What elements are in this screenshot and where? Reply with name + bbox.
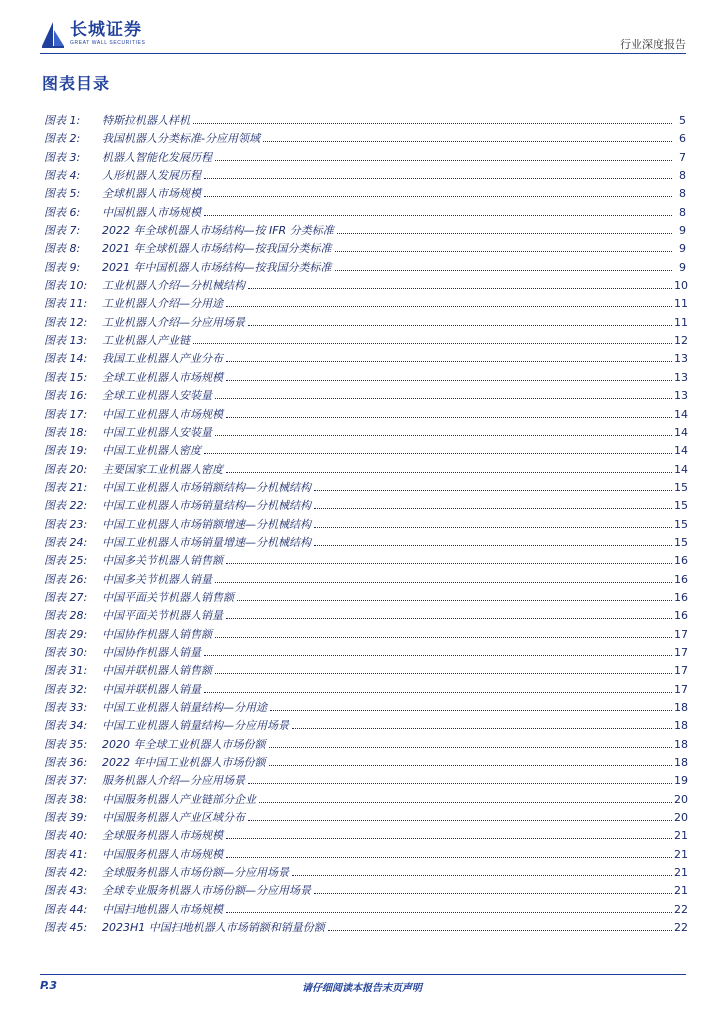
toc-entry-title: 中国工业机器人市场销量结构—分机械结构 bbox=[102, 499, 311, 513]
toc-entry-page: 17 bbox=[674, 627, 688, 641]
toc-entry-page: 11 bbox=[674, 297, 688, 311]
toc-entry-page: 19 bbox=[674, 774, 688, 788]
toc-entry-page: 14 bbox=[674, 425, 688, 439]
toc-entry-label: 图表 2: bbox=[44, 132, 81, 146]
toc-entry-title: 中国机器人市场规模 bbox=[102, 205, 201, 219]
toc-entry-label: 图表 29: bbox=[44, 627, 88, 641]
toc-entry-page: 17 bbox=[674, 664, 688, 678]
toc-entry-label: 图表 21: bbox=[44, 480, 88, 494]
toc-entry-page: 13 bbox=[674, 389, 688, 403]
toc-entry-title: 服务机器人介绍—分应用场景 bbox=[102, 774, 245, 788]
toc-entry[interactable] bbox=[44, 424, 686, 442]
toc-entry-label: 图表 8: bbox=[44, 242, 81, 256]
great-wall-logo-icon bbox=[40, 20, 66, 48]
toc-entry-page: 14 bbox=[674, 462, 688, 476]
toc-entry-title: 人形机器人发展历程 bbox=[102, 169, 201, 183]
toc-entry-title: 我国工业机器人产业分布 bbox=[102, 352, 223, 366]
toc-leader-dots bbox=[314, 508, 672, 509]
toc-entry-title: 2021 年全球机器人市场结构—按我国分类标准 bbox=[102, 242, 332, 256]
toc-entry-label: 图表 43: bbox=[44, 884, 88, 898]
toc-entry-title: 中国工业机器人市场销额增速—分机械结构 bbox=[102, 517, 311, 531]
toc-entry-page: 5 bbox=[679, 114, 686, 127]
toc-entry-title: 我国机器人分类标准-分应用领域 bbox=[102, 132, 260, 146]
toc-entry-page: 9 bbox=[679, 260, 686, 274]
toc-entry-title: 中国工业机器人市场规模 bbox=[102, 407, 223, 421]
toc-entry-page: 16 bbox=[674, 572, 688, 586]
toc-leader-dots bbox=[215, 637, 672, 638]
toc-leader-dots bbox=[314, 545, 672, 546]
toc-entry[interactable] bbox=[44, 864, 686, 882]
toc-leader-dots bbox=[215, 673, 672, 674]
toc-leader-dots bbox=[193, 343, 672, 344]
toc-entry-page: 8 bbox=[679, 187, 686, 201]
toc-entry-title: 中国扫地机器人市场规模 bbox=[102, 902, 223, 916]
toc-leader-dots bbox=[269, 747, 673, 748]
toc-entry-label: 图表 9: bbox=[44, 260, 81, 274]
toc-entry-page: 6 bbox=[679, 132, 686, 146]
toc-entry-title: 中国工业机器人销量结构—分用途 bbox=[102, 701, 267, 714]
toc-entry[interactable] bbox=[44, 901, 686, 919]
toc-entry-title: 中国工业机器人密度 bbox=[102, 444, 201, 458]
toc-entry-label: 图表 20: bbox=[44, 462, 88, 476]
toc-entry-label: 图表 33: bbox=[44, 701, 88, 714]
toc-entry-label: 图表 36: bbox=[44, 756, 88, 770]
toc-entry-label: 图表 28: bbox=[44, 609, 88, 623]
toc-entry-title: 工业机器人产业链 bbox=[102, 334, 190, 348]
toc-entry-title: 2020 年全球工业机器人市场份额 bbox=[102, 737, 266, 751]
toc-entry-title: 主要国家工业机器人密度 bbox=[102, 462, 223, 476]
toc-entry-label: 图表 34: bbox=[44, 719, 88, 733]
toc-entry-page: 14 bbox=[674, 407, 688, 421]
toc-leader-dots bbox=[193, 123, 672, 124]
toc-entry-page: 16 bbox=[674, 590, 688, 604]
toc-entry[interactable] bbox=[44, 461, 686, 479]
toc-entry-label: 图表 30: bbox=[44, 645, 88, 659]
toc-entry-label: 图表 5: bbox=[44, 187, 81, 201]
toc-entry-label: 图表 13: bbox=[44, 334, 88, 348]
toc-entry-page: 20 bbox=[674, 811, 688, 825]
toc-leader-dots bbox=[263, 141, 672, 142]
toc-entry[interactable] bbox=[44, 662, 686, 680]
toc-entry[interactable] bbox=[44, 846, 686, 864]
toc-entry[interactable] bbox=[44, 882, 686, 900]
toc-entry-page: 15 bbox=[674, 517, 688, 531]
toc-entry-title: 工业机器人介绍—分机械结构 bbox=[102, 279, 245, 293]
toc-entry-title: 全球服务机器人市场份额—分应用场景 bbox=[102, 866, 289, 880]
toc-entry-title: 中国并联机器人销量 bbox=[102, 682, 201, 696]
toc-entry[interactable] bbox=[44, 149, 686, 167]
toc-leader-dots bbox=[226, 306, 672, 307]
toc-entry-label: 图表 16: bbox=[44, 389, 88, 403]
toc-entry-label: 图表 39: bbox=[44, 811, 88, 825]
toc-entry-label: 图表 14: bbox=[44, 352, 88, 366]
toc-leader-dots bbox=[226, 857, 672, 858]
toc-entry-page: 22 bbox=[674, 902, 688, 916]
toc-leader-dots bbox=[204, 453, 672, 454]
toc-entry[interactable] bbox=[44, 589, 686, 607]
toc-entry[interactable] bbox=[44, 791, 686, 809]
toc-entry-page: 13 bbox=[674, 370, 688, 384]
toc-entry-title: 中国工业机器人市场销量增速—分机械结构 bbox=[102, 535, 311, 549]
toc-entry-page: 10 bbox=[674, 279, 688, 293]
toc-leader-dots bbox=[204, 655, 672, 656]
toc-entry-page: 18 bbox=[674, 756, 688, 770]
toc-entry[interactable] bbox=[44, 479, 686, 497]
toc-entry[interactable] bbox=[44, 571, 686, 589]
toc-entry-label: 图表 23: bbox=[44, 517, 88, 531]
toc-entry[interactable] bbox=[44, 772, 686, 790]
toc-entry-page: 18 bbox=[674, 719, 688, 733]
toc-entry-title: 中国工业机器人市场销额结构—分机械结构 bbox=[102, 480, 311, 494]
toc-entry-title: 中国服务机器人产业区域分布 bbox=[102, 811, 245, 825]
toc-entry-page: 11 bbox=[674, 315, 688, 329]
toc-entry-title: 2022 年中国工业机器人市场份额 bbox=[102, 756, 266, 770]
toc-entry[interactable] bbox=[44, 112, 686, 130]
toc-leader-dots bbox=[226, 838, 672, 839]
toc-entry-page: 12 bbox=[674, 334, 688, 348]
toc-leader-dots bbox=[226, 912, 672, 913]
toc-leader-dots bbox=[204, 178, 672, 179]
toc-entry[interactable] bbox=[44, 552, 686, 570]
toc-entry-label: 图表 32: bbox=[44, 682, 88, 696]
toc-entry[interactable] bbox=[44, 314, 686, 332]
toc-entry-page: 15 bbox=[674, 480, 688, 494]
toc-entry-page: 21 bbox=[674, 829, 688, 843]
toc-leader-dots bbox=[215, 160, 672, 161]
toc-entry-label: 图表 10: bbox=[44, 279, 88, 293]
toc-entry-title: 全球工业机器人安装量 bbox=[102, 389, 212, 403]
toc-entry[interactable] bbox=[44, 204, 686, 222]
toc-entry-title: 中国并联机器人销售额 bbox=[102, 664, 212, 678]
toc-entry-label: 图表 12: bbox=[44, 315, 88, 329]
toc-entry[interactable] bbox=[44, 406, 686, 424]
company-logo bbox=[40, 20, 145, 48]
toc-leader-dots bbox=[270, 710, 672, 711]
toc-entry[interactable] bbox=[44, 607, 686, 625]
toc-leader-dots bbox=[204, 196, 672, 197]
toc-leader-dots bbox=[226, 563, 672, 564]
toc-entry-title: 全球服务机器人市场规模 bbox=[102, 829, 223, 843]
toc-leader-dots bbox=[292, 728, 672, 729]
toc-entry-title: 中国工业机器人销量结构—分应用场景 bbox=[102, 719, 289, 733]
toc-leader-dots bbox=[328, 930, 672, 931]
toc-entry[interactable] bbox=[44, 350, 686, 368]
toc-leader-dots bbox=[314, 527, 672, 528]
toc-entry-page: 18 bbox=[674, 701, 688, 714]
toc-entry[interactable] bbox=[44, 185, 686, 203]
toc-entry[interactable] bbox=[44, 626, 686, 644]
toc-leader-dots bbox=[335, 251, 673, 252]
toc-leader-dots bbox=[226, 380, 672, 381]
toc-entry[interactable] bbox=[44, 827, 686, 845]
toc-entry-page: 8 bbox=[679, 205, 686, 219]
toc-entry[interactable] bbox=[44, 259, 686, 277]
toc-entry-page: 21 bbox=[674, 866, 688, 880]
toc-leader-dots bbox=[314, 490, 672, 491]
toc-entry-label: 图表 26: bbox=[44, 572, 88, 586]
toc-entry-label: 图表 40: bbox=[44, 829, 88, 843]
toc-entry-label: 图表 6: bbox=[44, 205, 81, 219]
toc-leader-dots bbox=[314, 893, 672, 894]
toc-entry-label: 图表 44: bbox=[44, 902, 88, 916]
toc-entry-label: 图表 31: bbox=[44, 664, 88, 678]
toc-entry-title: 中国平面关节机器人销量 bbox=[102, 609, 223, 623]
toc-leader-dots bbox=[248, 288, 672, 289]
toc-entry[interactable] bbox=[44, 369, 686, 387]
footer-divider bbox=[40, 974, 686, 975]
toc-entry-label: 图表 7: bbox=[44, 224, 81, 238]
toc-leader-dots bbox=[269, 765, 673, 766]
toc-entry-page: 15 bbox=[674, 499, 688, 513]
toc-entry[interactable] bbox=[44, 442, 686, 460]
toc-entry-title: 中国服务机器人市场规模 bbox=[102, 847, 223, 861]
toc-entry-page: 17 bbox=[674, 682, 688, 696]
toc-entry[interactable] bbox=[44, 222, 686, 240]
toc-entry-title: 中国多关节机器人销量 bbox=[102, 572, 212, 586]
toc-leader-dots bbox=[215, 398, 672, 399]
toc-entry[interactable] bbox=[44, 736, 686, 754]
toc-entry-title: 全球专业服务机器人市场份额—分应用场景 bbox=[102, 884, 311, 898]
toc-entry-page: 9 bbox=[679, 224, 686, 238]
toc-entry[interactable] bbox=[44, 240, 686, 258]
toc-entry-label: 图表 25: bbox=[44, 554, 88, 568]
toc-entry-label: 图表 11: bbox=[44, 297, 88, 311]
toc-leader-dots bbox=[337, 233, 672, 234]
toc-entry-page: 13 bbox=[674, 352, 688, 366]
report-type-label: 行业深度报告 bbox=[620, 38, 686, 51]
page-header bbox=[40, 20, 686, 54]
toc-entry[interactable] bbox=[44, 497, 686, 515]
toc-leader-dots bbox=[204, 692, 672, 693]
toc-leader-dots bbox=[237, 600, 672, 601]
toc-leader-dots bbox=[226, 472, 672, 473]
logo-chinese-name: 长城证券 bbox=[70, 20, 142, 40]
toc-entry-label: 图表 4: bbox=[44, 169, 81, 183]
toc-entry-title: 中国协作机器人销量 bbox=[102, 645, 201, 659]
toc-leader-dots bbox=[248, 325, 672, 326]
toc-entry-title: 中国协作机器人销售额 bbox=[102, 627, 212, 641]
toc-entry[interactable] bbox=[44, 332, 686, 350]
toc-entry-page: 15 bbox=[674, 535, 688, 549]
disclaimer-text: 请仔细阅读本报告末页声明 bbox=[302, 983, 422, 994]
toc-entry-title: 2021 年中国机器人市场结构—按我国分类标准 bbox=[102, 260, 332, 274]
toc-entry-page: 20 bbox=[674, 792, 688, 806]
toc-entry-label: 图表 45: bbox=[44, 921, 88, 935]
toc-leader-dots bbox=[259, 802, 672, 803]
toc-entry-page: 9 bbox=[679, 242, 686, 256]
toc-entry[interactable] bbox=[44, 516, 686, 534]
toc-entry-page: 16 bbox=[674, 554, 688, 568]
toc-entry-title: 特斯拉机器人样机 bbox=[102, 114, 190, 127]
header-divider bbox=[40, 53, 686, 54]
toc-entry-label: 图表 18: bbox=[44, 425, 88, 439]
toc-entry-title: 机器人智能化发展历程 bbox=[102, 150, 212, 164]
logo-english-name: GREAT WALL SECURITIES bbox=[70, 40, 146, 46]
toc-entry-label: 图表 37: bbox=[44, 774, 88, 788]
toc-entry-label: 图表 38: bbox=[44, 792, 88, 806]
toc-entry[interactable] bbox=[44, 387, 686, 405]
toc-entry[interactable] bbox=[44, 167, 686, 185]
toc-leader-dots bbox=[204, 215, 672, 216]
toc-leader-dots bbox=[226, 361, 672, 362]
toc-entry-label: 图表 22: bbox=[44, 499, 88, 513]
toc-entry-page: 8 bbox=[679, 169, 686, 183]
toc-leader-dots bbox=[226, 417, 672, 418]
toc-entry-title: 2023H1 中国扫地机器人市场销额和销量份额 bbox=[102, 921, 325, 935]
toc-entry-title: 中国服务机器人产业链部分企业 bbox=[102, 792, 256, 806]
toc-entry-title: 中国多关节机器人销售额 bbox=[102, 554, 223, 568]
toc-entry-label: 图表 27: bbox=[44, 590, 88, 604]
toc-entry-title: 全球机器人市场规模 bbox=[102, 187, 201, 201]
toc-leader-dots bbox=[226, 618, 672, 619]
toc-entry-page: 16 bbox=[674, 609, 688, 623]
toc-entry[interactable] bbox=[44, 681, 686, 699]
toc-entry[interactable] bbox=[44, 699, 686, 717]
toc-entry-page: 21 bbox=[674, 884, 688, 898]
toc-entry-label: 图表 24: bbox=[44, 535, 88, 549]
toc-leader-dots bbox=[215, 435, 672, 436]
toc-entry-label: 图表 15: bbox=[44, 370, 88, 384]
page-title: 图表目录 bbox=[42, 74, 111, 93]
toc-entry-title: 工业机器人介绍—分应用场景 bbox=[102, 315, 245, 329]
toc-entry-label: 图表 42: bbox=[44, 866, 88, 880]
toc-entry[interactable] bbox=[44, 295, 686, 313]
toc-entry[interactable] bbox=[44, 644, 686, 662]
toc-entry-title: 工业机器人介绍—分用途 bbox=[102, 297, 223, 311]
toc-entry-page: 22 bbox=[674, 921, 688, 935]
toc-leader-dots bbox=[215, 582, 672, 583]
toc-entry[interactable] bbox=[44, 130, 686, 148]
toc-leader-dots bbox=[335, 270, 673, 271]
toc-leader-dots bbox=[292, 875, 672, 876]
toc-entry[interactable] bbox=[44, 809, 686, 827]
toc-entry[interactable] bbox=[44, 277, 686, 295]
toc-entry-page: 7 bbox=[679, 150, 686, 164]
toc-entry-label: 图表 35: bbox=[44, 737, 88, 751]
toc-entry-page: 18 bbox=[674, 737, 688, 751]
toc-entry[interactable] bbox=[44, 919, 686, 937]
toc-leader-dots bbox=[248, 820, 672, 821]
toc-entry-label: 图表 3: bbox=[44, 150, 81, 164]
toc-entry-page: 14 bbox=[674, 444, 688, 458]
toc-leader-dots bbox=[248, 783, 672, 784]
toc-entry[interactable] bbox=[44, 534, 686, 552]
toc-entry[interactable] bbox=[44, 717, 686, 735]
toc-entry-title: 2022 年全球机器人市场结构—按 IFR 分类标准 bbox=[102, 224, 334, 238]
toc-entry-title: 中国平面关节机器人销售额 bbox=[102, 590, 234, 604]
toc-entry-label: 图表 19: bbox=[44, 444, 88, 458]
figure-list bbox=[44, 112, 686, 937]
toc-entry[interactable] bbox=[44, 754, 686, 772]
toc-entry-title: 中国工业机器人安装量 bbox=[102, 425, 212, 439]
toc-entry-label: 图表 41: bbox=[44, 847, 88, 861]
toc-entry-page: 21 bbox=[674, 847, 688, 861]
page-number: P.3 bbox=[40, 979, 58, 992]
toc-entry-title: 全球工业机器人市场规模 bbox=[102, 370, 223, 384]
toc-entry-label: 图表 1: bbox=[44, 114, 81, 127]
toc-entry-page: 17 bbox=[674, 645, 688, 659]
toc-entry-label: 图表 17: bbox=[44, 407, 88, 421]
